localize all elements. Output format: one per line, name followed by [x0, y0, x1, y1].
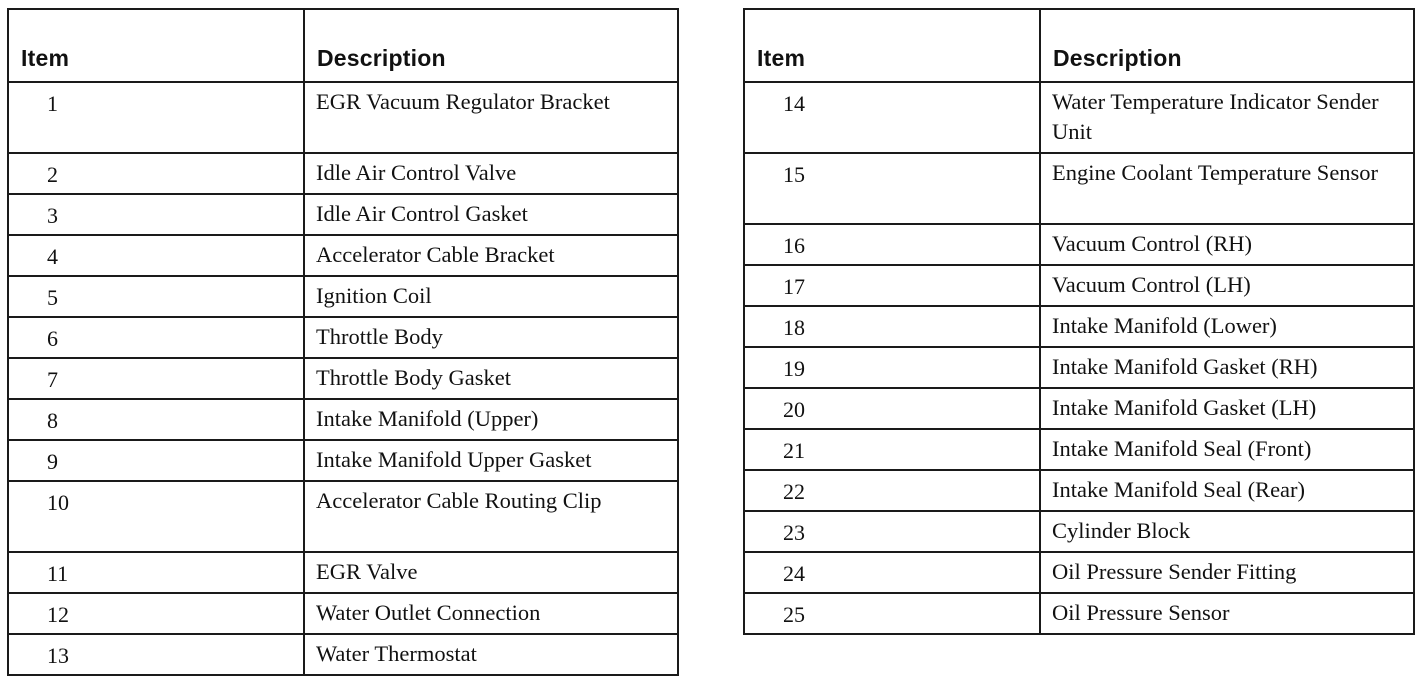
- item-column-header: Item: [8, 9, 304, 82]
- table-header-row: [8, 9, 678, 82]
- table-row: [8, 276, 678, 317]
- table-row: [8, 552, 678, 593]
- item-description: Intake Manifold (Upper): [304, 399, 678, 440]
- table-row: [744, 153, 1414, 224]
- item-number: 25: [744, 593, 1040, 634]
- item-number: 20: [744, 388, 1040, 429]
- item-description: Intake Manifold Gasket (LH): [1040, 388, 1414, 429]
- item-description: Intake Manifold Seal (Rear): [1040, 470, 1414, 511]
- item-number: 22: [744, 470, 1040, 511]
- table-row: [744, 470, 1414, 511]
- table-row: [744, 347, 1414, 388]
- table-row: [8, 194, 678, 235]
- item-description: Water Thermostat: [304, 634, 678, 675]
- item-number: 17: [744, 265, 1040, 306]
- item-number: 24: [744, 552, 1040, 593]
- item-description: Idle Air Control Valve: [304, 153, 678, 194]
- parts-table-left: [7, 8, 679, 676]
- table-row: [8, 82, 678, 153]
- item-description: Intake Manifold Upper Gasket: [304, 440, 678, 481]
- table-row: [8, 153, 678, 194]
- item-description: Throttle Body Gasket: [304, 358, 678, 399]
- table-row: [744, 429, 1414, 470]
- item-description: Oil Pressure Sensor: [1040, 593, 1414, 634]
- item-number: 10: [8, 481, 304, 552]
- item-description: Accelerator Cable Bracket: [304, 235, 678, 276]
- table-header-row: [744, 9, 1414, 82]
- item-number: 11: [8, 552, 304, 593]
- table-row: [8, 358, 678, 399]
- item-number: 4: [8, 235, 304, 276]
- table-row: [744, 511, 1414, 552]
- table-row: [744, 224, 1414, 265]
- description-column-header: Description: [1040, 9, 1414, 82]
- item-number: 16: [744, 224, 1040, 265]
- table-row: [744, 306, 1414, 347]
- item-number: 14: [744, 82, 1040, 153]
- item-number: 5: [8, 276, 304, 317]
- table-row: [8, 235, 678, 276]
- table-row: [744, 552, 1414, 593]
- table-row: [8, 634, 678, 675]
- item-description: Cylinder Block: [1040, 511, 1414, 552]
- item-description: Ignition Coil: [304, 276, 678, 317]
- item-number: 15: [744, 153, 1040, 224]
- description-column-header: Description: [304, 9, 678, 82]
- item-description: Water Temperature Indicator Sender Unit: [1040, 82, 1414, 153]
- table-row: [8, 481, 678, 552]
- item-number: 12: [8, 593, 304, 634]
- item-number: 13: [8, 634, 304, 675]
- item-number: 1: [8, 82, 304, 153]
- item-description: Vacuum Control (LH): [1040, 265, 1414, 306]
- item-description: EGR Vacuum Regulator Bracket: [304, 82, 678, 153]
- item-number: 18: [744, 306, 1040, 347]
- item-number: 6: [8, 317, 304, 358]
- item-description: EGR Valve: [304, 552, 678, 593]
- item-number: 19: [744, 347, 1040, 388]
- item-number: 7: [8, 358, 304, 399]
- item-description: Intake Manifold (Lower): [1040, 306, 1414, 347]
- item-number: 3: [8, 194, 304, 235]
- item-description: Oil Pressure Sender Fitting: [1040, 552, 1414, 593]
- item-number: 9: [8, 440, 304, 481]
- item-description: Throttle Body: [304, 317, 678, 358]
- item-description: Intake Manifold Gasket (RH): [1040, 347, 1414, 388]
- item-description: Accelerator Cable Routing Clip: [304, 481, 678, 552]
- item-description: Intake Manifold Seal (Front): [1040, 429, 1414, 470]
- table-row: [8, 593, 678, 634]
- item-number: 8: [8, 399, 304, 440]
- table-row: [744, 265, 1414, 306]
- item-description: Vacuum Control (RH): [1040, 224, 1414, 265]
- item-column-header: Item: [744, 9, 1040, 82]
- item-description: Idle Air Control Gasket: [304, 194, 678, 235]
- item-description: Water Outlet Connection: [304, 593, 678, 634]
- item-number: 2: [8, 153, 304, 194]
- item-number: 23: [744, 511, 1040, 552]
- table-row: [8, 399, 678, 440]
- table-row: [744, 388, 1414, 429]
- item-number: 21: [744, 429, 1040, 470]
- table-row: [744, 593, 1414, 634]
- parts-table-right: [743, 8, 1415, 635]
- table-row: [744, 82, 1414, 153]
- table-row: [8, 440, 678, 481]
- table-row: [8, 317, 678, 358]
- item-description: Engine Coolant Temperature Sensor: [1040, 153, 1414, 224]
